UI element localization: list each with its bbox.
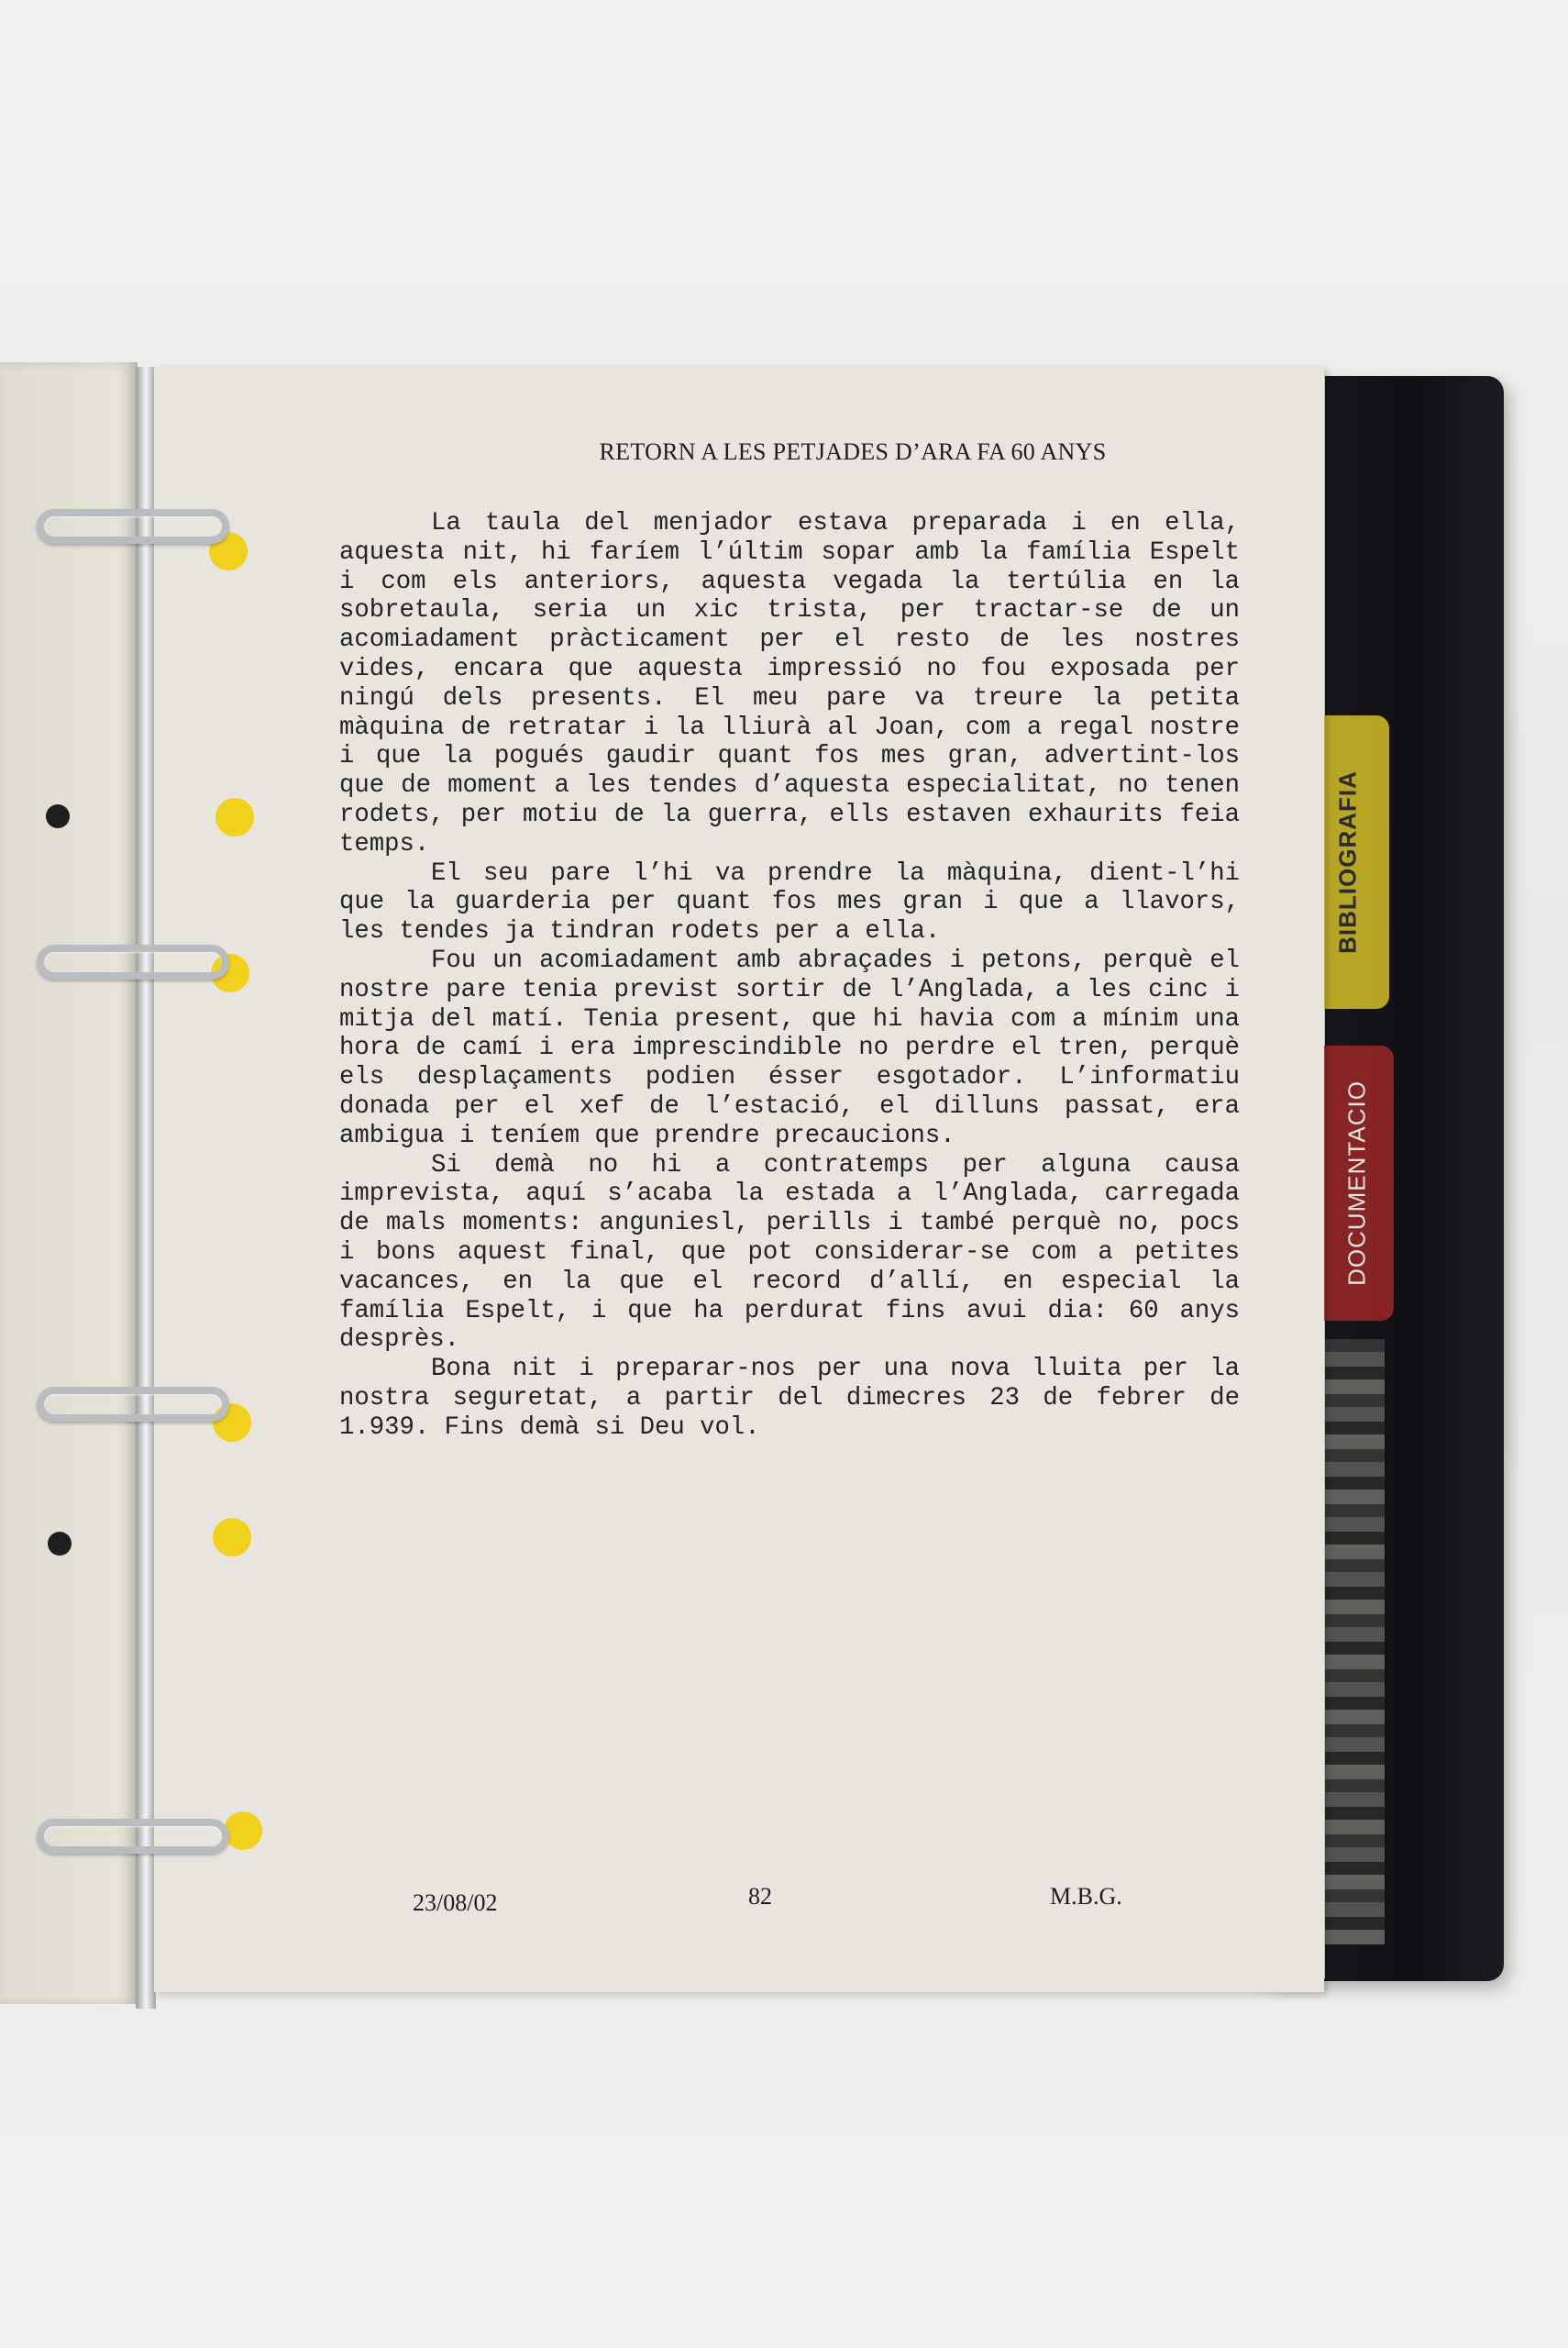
binder-ring (37, 945, 229, 980)
paragraph: La taula del menjador estava preparada i en ella, aquesta nit, hi faríem l’últim sopar amb la família Espelt i com els anteriors, aquesta vegada la tertúlia en la sobretaula, seria un xic trista, per tractar-se de un acomiadament pràcticament per el resto de les nostres vides, encara que aquesta impressió no fou exposada per ningú dels presents. El meu pare va treure la petita màquina de retratar i la lliurà al Joan, com a regal nostre i que la pogués gaudir quant fos mes gran, advertint-los que de moment a les tendes d’aquesta especialitat, no tenen rodets, per motiu de la guerra, ells estaven exhaurits feia temps. (339, 509, 1240, 858)
binder-ring (37, 1387, 229, 1422)
page-number: 82 (748, 1883, 772, 1910)
body-text (339, 509, 1240, 1443)
punch-hole (213, 1518, 251, 1556)
page-header: RETORN A LES PETJADES D’ARA FA 60 ANYS (599, 438, 1107, 465)
paragraph: El seu pare l’hi va prendre la màquina, dient-l’hi que la guarderia per quant fos mes gran i que a llavors, les tendes ja tindran rodets per a ella. (339, 858, 1240, 947)
punch-hole (215, 798, 254, 836)
documentation-tab[interactable] (1320, 1046, 1394, 1321)
footer-initials: M.B.G. (1050, 1883, 1122, 1910)
punch-hole (224, 1811, 262, 1850)
left-punch-hole (46, 804, 70, 828)
paragraph: Si demà no hi a contratemps per alguna causa imprevista, aquí s’acaba la estada a l’Anglada, carregada de mals moments: anguniesl, perills i també perquè no, pocs i bons aquest final, que pot considerar-se com a petites vacances, en la que el record d’allí, en especial la família Espelt, i que ha perdurat fins avui dia: 60 anys desprès. (339, 1150, 1240, 1355)
paragraph: Bona nit i preparar-nos per una nova lluita per la nostra seguretat, a partir del dimecres 23 de febrer de 1.939. Fins demà si Deu vol. (339, 1355, 1240, 1442)
documentation-tab-label: DOCUMENTACIO (1342, 1080, 1371, 1286)
paragraph: Fou un acomiadament amb abraçades i petons, perquè el nostre pare tenia previst sortir de l’Anglada, a les cinc i mitja del matí. Tenia present, que hi havia com a mínim una hora de camí i era imprescindible no perdre el tren, perquè els desplaçaments podien ésser esgotador. L’informatiu donada per el xef de l’estació, el dilluns passat, era ambigua i teníem que prendre precaucions. (339, 946, 1240, 1150)
left-page (0, 362, 138, 2004)
binder-ring (37, 1819, 229, 1854)
bibliography-tab-label: BIBLIOGRAFIA (1333, 770, 1362, 954)
binder-ring (37, 509, 229, 544)
footer-date: 23/08/02 (413, 1889, 498, 1916)
binder-spine (136, 367, 156, 2009)
left-punch-hole (48, 1532, 72, 1556)
